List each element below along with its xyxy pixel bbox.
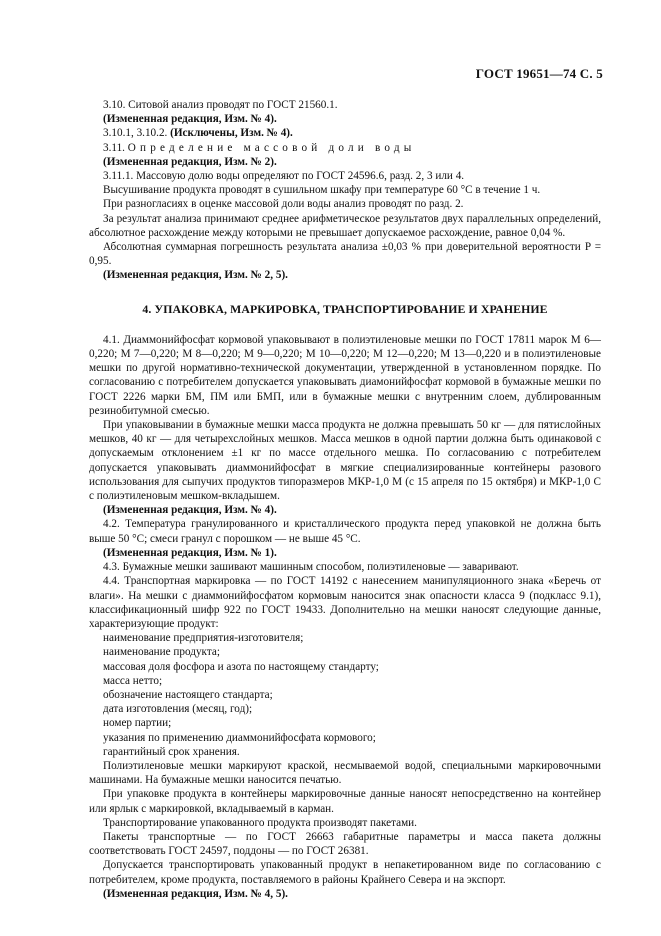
clause-number: 3.11. [103,141,128,154]
paragraph-drying: Высушивание продукта проводят в сушильном шкафу при температуре 60 °С в течение 1 ч. [103,184,541,197]
amendment-note: (Измененная редакция, Изм. № 2, 5). [103,269,288,282]
paragraph-error: Абсолютная суммарная погрешность результата анализа ±0,03 % при доверительной вероятности P = 0,95. [89,241,601,268]
amendment-note: (Измененная редакция, Изм. № 4). [103,113,277,126]
list-item: массовая доля фосфора и азота по настоящему стандарту; [103,660,379,673]
running-header: ГОСТ 19651—74 С. 5 [475,66,603,81]
amendment-note: (Измененная редакция, Изм. № 4, 5). [103,887,288,900]
amendment-note: (Исключены, Изм. № 4). [170,127,293,140]
paragraph-3-10-1 [89,126,601,140]
paragraph-disagreement: При разногласиях в оценке массовой доли воды анализ проводят по разд. 2. [103,198,464,211]
paragraph-transport-packets: Пакеты транспортные — по ГОСТ 26663 габаритные параметры и масса пакета должны соответствовать ГОСТ 24597, поддоны — по ГОСТ 26381. [89,830,601,858]
paragraph-4-4: 4.4. Транспортная маркировка — по ГОСТ 14192 с нанесением манипуляционного знака «Беречь от влаги». На мешки с диаммонийфосфатом кормовым наносится знак опасности класса 9 (подкласс 9.1), классификационный шифр 922 по ГОСТ 19433. Дополнительно на мешки наносят следующие данные, характеризующие продукт: [89,575,601,630]
clause-title: Определение массовой доли воды [127,141,416,154]
paragraph-3-11-1: 3.11.1. Массовую долю воды определяют по ГОСТ 24596.6, разд. 2, 3 или 4. [103,170,465,183]
paragraph-container-marking: При упаковке продукта в контейнеры маркировочные данные наносят непосредственно на контейнер или ярлык с маркировкой, вкладываемый в карман. [89,788,601,815]
list-item: наименование предприятия-изготовителя; [103,632,304,645]
amendment-note: (Измененная редакция, Изм. № 4). [103,504,277,517]
amendment-note: (Измененная редакция, Изм. № 1). [103,546,277,559]
amendment-note: (Измененная редакция, Изм. № 2). [103,155,277,168]
paragraph-3-11 [89,141,601,155]
section-heading: 4. УПАКОВКА, МАРКИРОВКА, ТРАНСПОРТИРОВАНИЕ И ХРАНЕНИЕ [142,301,548,316]
list-item: наименование продукта; [103,646,220,659]
paragraph-4-1-paper-bags: При упаковывании в бумажные мешки масса продукта не должна превышать 50 кг — для пятислойных мешков, 40 кг — для четырехслойных мешков. Масса мешков в одной партии должна быть одинаковой с допускаемым отклонением ±1 кг по массе отдельного мешка. По согласованию с потребителем допускается упаковывать диаммонийфосфат в мягкие специализированные контейнеры разового использования для сыпучих продуктов типоразмеров МКР-1,0 М (с 15 апреля по 15 октября) и МКР-1,0 С с полиэтиленовым мешком-вкладышем. [89,419,601,503]
document-body [89,98,601,901]
list-item: масса нетто; [103,674,163,687]
paragraph-4-3: 4.3. Бумажные мешки зашивают машинным способом, полиэтиленовые — заваривают. [103,561,519,574]
paragraph-4-1: 4.1. Диаммонийфосфат кормовой упаковывают в полиэтиленовые мешки по ГОСТ 17811 марок М 6—0,220; М 7—0,220; М 8—0,220; М 9—0,220; М 10—0,220; М 12—0,220; М 13—0,220 и в полиэтиленовые мешки по другой нормативно-технической документации, утвержденной в установленном порядке. По согласованию с потребителем допускается упаковывать диамонийфосфат кормовой в бумажные мешки по ГОСТ 2226 марки БМ, ПМ или БМП, или в бумажные мешки с внутренним слоем, дублированным резинобитумной смесью. [89,333,601,417]
clause-number: 3.10.1, 3.10.2. [103,127,171,140]
list-item: обозначение настоящего стандарта; [103,688,273,701]
list-item: номер партии; [103,717,172,730]
paragraph-4-2: 4.2. Температура гранулированного и кристаллического продукта перед упаковкой не должна быть выше 50 °С; смеси гранул с порошком — не выше 45 °С. [89,518,601,545]
list-item: гарантийный срок хранения. [103,745,240,758]
paragraph-packets: Транспортирование упакованного продукта производят пакетами. [103,816,417,829]
marking-data-list [89,631,601,759]
paragraph-paint-marking: Полиэтиленовые мешки маркируют краской, несмываемой водой, специальными маркировочными машинами. На бумажные мешки наносится печатью. [89,759,601,787]
paragraph-unpacked-transport: Допускается транспортировать упакованный продукт в непакетированном виде по согласованию с потребителем, кроме продукта, поставляемого в районы Крайнего Севера и на экспорт. [89,859,601,886]
list-item: дата изготовления (месяц, год); [103,703,253,716]
paragraph-result: За результат анализа принимают среднее арифметическое результатов двух параллельных определений, абсолютное расхождение между которыми не превышает допускаемое расхождение, равное 0,04 %. [89,212,601,239]
list-item: указания по применению диаммонийфосфата кормового; [103,731,376,744]
paragraph-3-10: 3.10. Ситовой анализ проводят по ГОСТ 21560.1. [103,99,338,111]
